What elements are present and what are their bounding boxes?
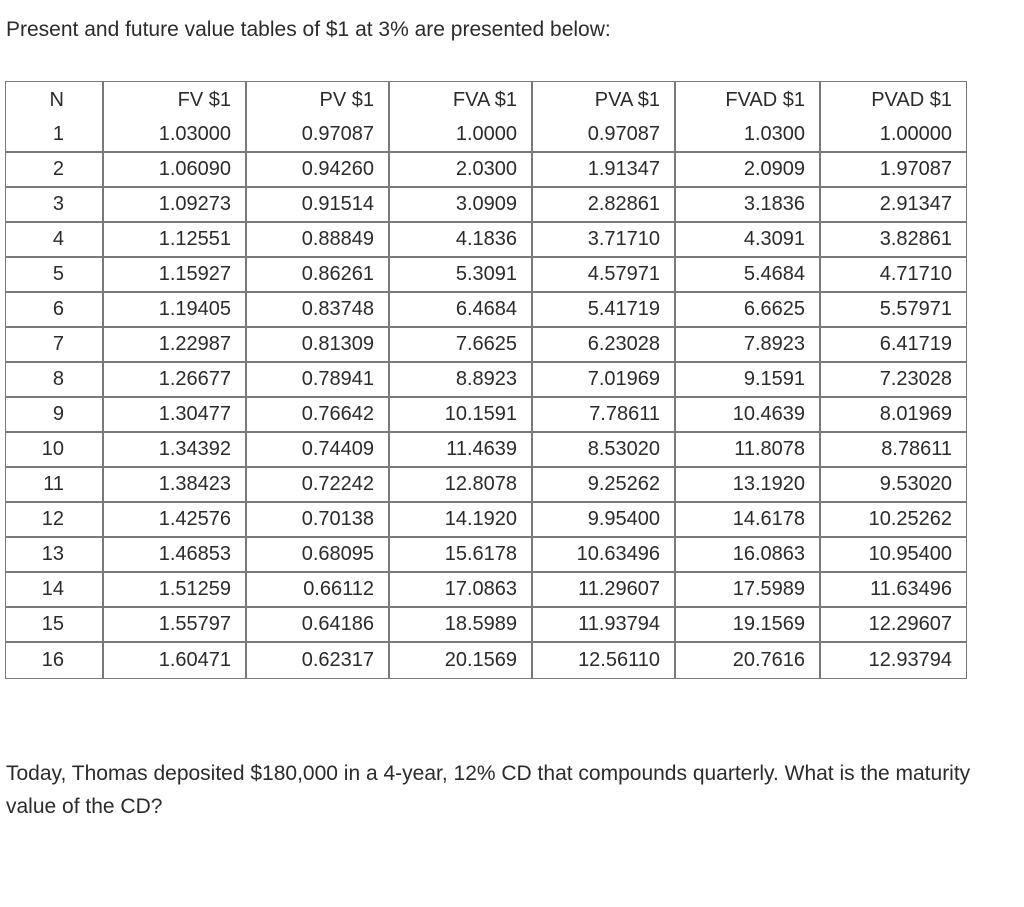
value-cell: 0.91514 — [247, 188, 390, 223]
value-cell: 7.23028 — [821, 363, 966, 398]
table-body — [6, 118, 966, 678]
value-cell: 0.94260 — [247, 153, 390, 188]
value-cell: 1.51259 — [104, 573, 247, 608]
value-table-container — [5, 81, 967, 679]
question-text: Today, Thomas deposited $180,000 in a 4-year, 12% CD that compounds quarterly. What is the maturity value of the CD? — [6, 762, 971, 818]
value-cell: 6.6625 — [676, 293, 821, 328]
value-cell: 8.53020 — [533, 433, 676, 468]
value-cell: 1.09273 — [104, 188, 247, 223]
value-cell: 10.4639 — [676, 398, 821, 433]
value-cell: 7.78611 — [533, 398, 676, 433]
value-cell: 2.82861 — [533, 188, 676, 223]
value-cell: 12.56110 — [533, 643, 676, 678]
period-cell: 10 — [6, 433, 104, 468]
column-header: PVA $1 — [533, 82, 676, 118]
value-cell: 1.60471 — [104, 643, 247, 678]
period-cell: 16 — [6, 643, 104, 678]
table-row — [6, 328, 966, 363]
value-cell: 1.97087 — [821, 153, 966, 188]
value-cell: 14.6178 — [676, 503, 821, 538]
column-header: N — [6, 82, 104, 118]
period-cell: 14 — [6, 573, 104, 608]
value-cell: 0.88849 — [247, 223, 390, 258]
value-cell: 6.23028 — [533, 328, 676, 363]
value-cell: 9.95400 — [533, 503, 676, 538]
intro-text: Present and future value tables of $1 at 3% are presented below: — [6, 18, 611, 41]
value-cell: 0.97087 — [533, 118, 676, 153]
column-header: PVAD $1 — [871, 88, 952, 111]
value-cell: 1.0300 — [676, 118, 821, 153]
value-cell: 8.8923 — [390, 363, 533, 398]
column-header: FVA $1 — [390, 82, 533, 118]
value-cell: 20.1569 — [390, 643, 533, 678]
table-row — [6, 258, 966, 293]
value-cell: 7.6625 — [390, 328, 533, 363]
value-cell: 11.93794 — [533, 608, 676, 643]
value-cell: 1.12551 — [104, 223, 247, 258]
period-cell: 3 — [6, 188, 104, 223]
value-cell: 11.29607 — [533, 573, 676, 608]
value-cell: 11.8078 — [676, 433, 821, 468]
value-cell: 12.29607 — [821, 608, 966, 643]
value-cell: 0.70138 — [247, 503, 390, 538]
value-cell: 0.81309 — [247, 328, 390, 363]
value-cell: 1.15927 — [104, 258, 247, 293]
table-header — [6, 82, 966, 118]
value-cell: 12.93794 — [868, 649, 952, 671]
table-row — [6, 573, 966, 608]
period-cell: 6 — [6, 293, 104, 328]
value-cell: 0.68095 — [247, 538, 390, 573]
table-row — [6, 118, 966, 153]
value-cell: 9.25262 — [533, 468, 676, 503]
value-cell: 0.76642 — [247, 398, 390, 433]
value-cell: 16.0863 — [676, 538, 821, 573]
table-row — [6, 153, 966, 188]
period-cell: 7 — [6, 328, 104, 363]
value-cell: 0.72242 — [247, 468, 390, 503]
value-cell: 4.1836 — [390, 223, 533, 258]
table-row — [6, 433, 966, 468]
value-cell: 6.4684 — [390, 293, 533, 328]
table-row — [6, 293, 966, 328]
table-row — [6, 223, 966, 258]
table-row — [6, 468, 966, 503]
value-cell: 0.78941 — [247, 363, 390, 398]
value-cell: 0.86261 — [247, 258, 390, 293]
value-cell: 1.19405 — [104, 293, 247, 328]
value-cell: 1.30477 — [104, 398, 247, 433]
table-row — [6, 608, 966, 643]
period-cell: 8 — [6, 363, 104, 398]
value-cell: 8.01969 — [821, 398, 966, 433]
value-cell: 7.01969 — [533, 363, 676, 398]
value-cell: 0.64186 — [247, 608, 390, 643]
period-cell: 9 — [6, 398, 104, 433]
period-cell: 2 — [6, 153, 104, 188]
value-cell: 1.22987 — [104, 328, 247, 363]
value-cell: 0.66112 — [247, 573, 390, 608]
value-cell: 1.06090 — [104, 153, 247, 188]
value-cell: 10.25262 — [821, 503, 966, 538]
table-row — [6, 363, 966, 398]
value-cell: 9.1591 — [676, 363, 821, 398]
period-cell: 5 — [6, 258, 104, 293]
value-cell: 6.41719 — [821, 328, 966, 363]
period-cell: 1 — [6, 118, 104, 153]
period-cell: 4 — [6, 223, 104, 258]
period-cell: 13 — [6, 538, 104, 573]
value-cell: 5.4684 — [676, 258, 821, 293]
value-table — [5, 81, 967, 679]
value-cell: 17.0863 — [390, 573, 533, 608]
value-cell: 1.38423 — [104, 468, 247, 503]
value-cell: 1.46853 — [104, 538, 247, 573]
value-cell: 10.63496 — [533, 538, 676, 573]
value-cell: 4.3091 — [676, 223, 821, 258]
value-cell: 1.26677 — [104, 363, 247, 398]
value-cell: 3.71710 — [533, 223, 676, 258]
value-cell: 0.83748 — [247, 293, 390, 328]
value-cell: 18.5989 — [390, 608, 533, 643]
value-cell: 3.0909 — [390, 188, 533, 223]
value-cell: 11.4639 — [390, 433, 533, 468]
value-cell: 7.8923 — [676, 328, 821, 363]
value-cell: 1.00000 — [821, 118, 966, 153]
period-cell: 15 — [6, 608, 104, 643]
value-cell: 1.0000 — [390, 118, 533, 153]
value-cell: 1.91347 — [533, 153, 676, 188]
value-cell: 1.42576 — [104, 503, 247, 538]
value-cell: 14.1920 — [390, 503, 533, 538]
value-cell: 5.41719 — [533, 293, 676, 328]
value-cell: 0.97087 — [247, 118, 390, 153]
value-cell: 15.6178 — [390, 538, 533, 573]
value-cell: 19.1569 — [676, 608, 821, 643]
value-cell: 3.82861 — [821, 223, 966, 258]
value-cell: 10.1591 — [390, 398, 533, 433]
period-cell: 12 — [6, 503, 104, 538]
column-header: PV $1 — [247, 82, 390, 118]
table-row — [6, 503, 966, 538]
value-cell: 8.78611 — [821, 433, 966, 468]
value-cell: 9.53020 — [821, 468, 966, 503]
table-row — [6, 538, 966, 573]
value-cell: 2.91347 — [821, 188, 966, 223]
header-row — [6, 82, 966, 118]
value-cell: 20.7616 — [676, 643, 821, 678]
value-cell: 12.8078 — [390, 468, 533, 503]
table-row — [6, 188, 966, 223]
period-cell: 11 — [6, 468, 104, 503]
value-cell: 11.63496 — [821, 573, 966, 608]
value-cell: 10.95400 — [821, 538, 966, 573]
value-cell: 4.71710 — [821, 258, 966, 293]
value-cell: 1.55797 — [104, 608, 247, 643]
table-row — [6, 643, 966, 678]
value-cell: 5.57971 — [821, 293, 966, 328]
value-cell: 2.0909 — [676, 153, 821, 188]
value-cell: 13.1920 — [676, 468, 821, 503]
value-cell: 5.3091 — [390, 258, 533, 293]
value-cell: 17.5989 — [676, 573, 821, 608]
value-cell: 0.62317 — [247, 643, 390, 678]
column-header: FVAD $1 — [676, 82, 821, 118]
value-cell: 1.03000 — [104, 118, 247, 153]
value-cell: 1.34392 — [104, 433, 247, 468]
table-row — [6, 398, 966, 433]
value-cell: 2.0300 — [390, 153, 533, 188]
value-cell: 3.1836 — [676, 188, 821, 223]
column-header: FV $1 — [104, 82, 247, 118]
value-cell: 0.74409 — [247, 433, 390, 468]
value-cell: 4.57971 — [533, 258, 676, 293]
